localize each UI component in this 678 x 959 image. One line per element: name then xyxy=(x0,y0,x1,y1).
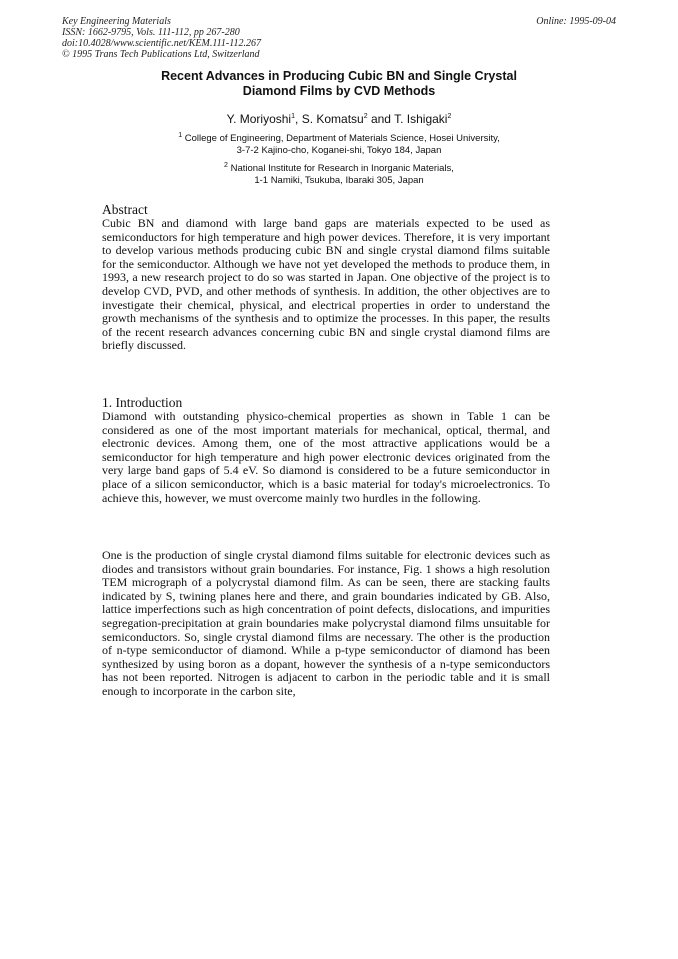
online-date: Online: 1995-09-04 xyxy=(536,16,616,27)
copyright-line: © 1995 Trans Tech Publications Ltd, Switzerland xyxy=(62,49,260,60)
affiliation-2 xyxy=(100,160,578,186)
affiliation-mark: 1 xyxy=(178,132,183,139)
journal-name: Key Engineering Materials xyxy=(62,16,171,27)
author-affiliation-mark: 2 xyxy=(363,113,368,120)
affiliation-mark: 2 xyxy=(224,162,228,169)
paper-title xyxy=(100,69,578,99)
abstract-section xyxy=(102,203,550,353)
author-name: Y. Moriyoshi xyxy=(226,112,292,126)
introduction-section xyxy=(102,396,550,505)
affiliation-line: National Institute for Research in Inorganic Materials, xyxy=(230,163,454,175)
author-affiliation-mark: 1 xyxy=(291,113,296,120)
title-line-2: Diamond Films by CVD Methods xyxy=(242,84,436,98)
author-name: S. Komatsu xyxy=(301,112,364,126)
issn-line: ISSN: 1662-9795, Vols. 111-112, pp 267-280 xyxy=(62,27,240,38)
introduction-paragraph-1: Diamond with outstanding physico-chemical properties as shown in Table 1 can be considered as one of the most important materials for mechanical, optical, thermal, and electronic devices. Among them, one of the most attractive applications would be a semiconductor for high temperature and high power electronic devices originated from the very large band gaps of 5.4 eV. So diamond is considered to be a future semiconductor in place of a silicon semiconductor, which is a basic material for today's microelectronics. To achieve this, however, we must overcome mainly two hurdles in the following. xyxy=(102,409,550,505)
journal-metadata xyxy=(62,16,261,60)
introduction-paragraph-2-block xyxy=(102,549,550,699)
author-conjunction: and xyxy=(367,112,395,126)
doi-line[interactable]: doi:10.4028/www.scientific.net/KEM.111-112.267 xyxy=(62,38,261,49)
author-separator: , xyxy=(295,112,302,126)
affiliation-address: 1-1 Namiki, Tsukuba, Ibaraki 305, Japan xyxy=(254,174,424,186)
author-affiliation-mark: 2 xyxy=(447,113,452,120)
introduction-paragraph-2: One is the production of single crystal diamond films suitable for electronic devices such as diodes and transistors without grain boundaries. For instance, Fig. 1 shows a high resolution TEM micrograph of a polycrystal diamond film. As can be seen, there are stacking faults indicated by S, twining planes here and there, and grain boundaries indicated by GB. Also, lattice imperfections such as high concentration of point defects, dislocations, and impurities segregation-precipitation at grain boundaries make polycrystal diamond films unsuitable for semiconductors. So, single crystal diamond films are necessary. The other is the production of n-type semiconductor of diamond. While a p-type semiconductor of diamond has been synthesized by using boron as a dopant, however the synthesis of a n-type semiconductors has not been reported. Nitrogen is adjacent to carbon in the periodic table and it is small enough to incorporate in the carbon site, xyxy=(102,548,550,698)
title-line-1: Recent Advances in Producing Cubic BN and Single Crystal xyxy=(161,69,517,83)
author-name: T. Ishigaki xyxy=(394,112,448,126)
introduction-heading: 1. Introduction xyxy=(102,395,183,410)
affiliation-line: College of Engineering, Department of Materials Science, Hosei University, xyxy=(184,133,500,145)
affiliation-address: 3-7-2 Kajino-cho, Koganei-shi, Tokyo 184, Japan xyxy=(236,144,442,156)
author-list xyxy=(100,110,578,126)
abstract-heading: Abstract xyxy=(102,202,148,217)
abstract-text: Cubic BN and diamond with large band gaps are materials expected to be used as semiconductors for high temperature and high power devices. Therefore, it is very important to develop various methods producing cubic BN and single crystal diamond films suitable for the semiconductor. Although we have not yet developed the methods to produce them, in 1993, a new research project to do so was started in Japan. One objective of the project is to develop CVD, PVD, and other methods of synthesis. In addition, the other objectives are to investigate their chemical, physical, and electrical properties in order to understand the growth mechanisms of the synthesis and to optimize the processes. In this paper, the results of the recent research advances concerning cubic BN and single crystal diamond films are briefly discussed. xyxy=(102,216,550,353)
affiliation-1 xyxy=(100,130,578,156)
